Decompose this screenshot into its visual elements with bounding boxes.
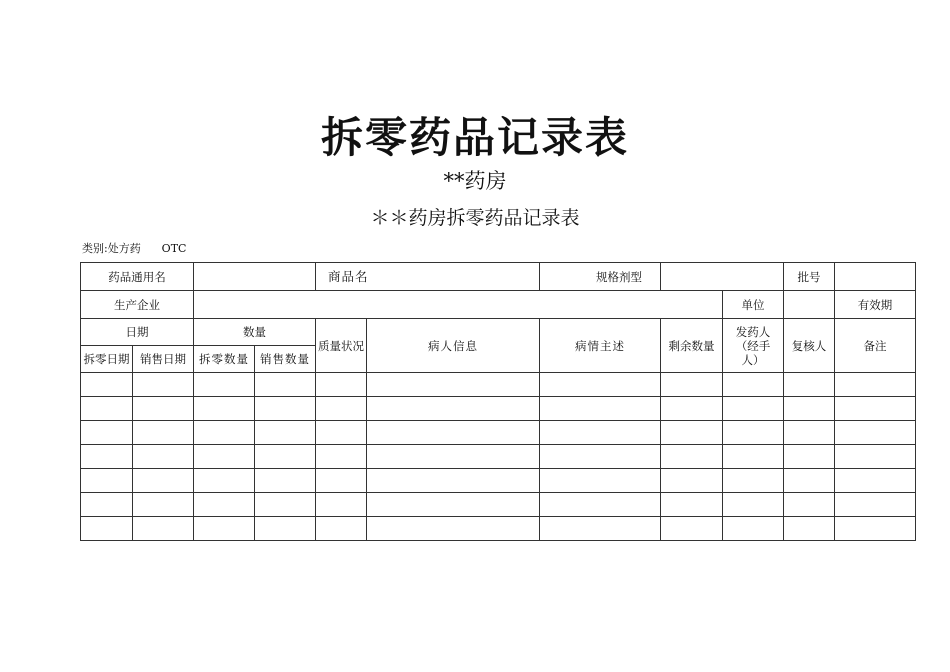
table-cell[interactable] — [316, 397, 367, 421]
generic-name-value[interactable] — [194, 263, 316, 291]
manufacturer-value[interactable] — [194, 291, 723, 319]
table-row — [81, 397, 916, 421]
sale-qty-header: 销售数量 — [255, 346, 316, 373]
patient-info-header: 病人信息 — [367, 319, 540, 373]
split-qty-header: 拆零数量 — [194, 346, 255, 373]
table-cell[interactable] — [133, 493, 194, 517]
remaining-header: 剩余数量 — [661, 319, 723, 373]
table-cell[interactable] — [194, 493, 255, 517]
reviewer-header: 复核人 — [784, 319, 835, 373]
table-cell[interactable] — [723, 469, 784, 493]
table-cell[interactable] — [723, 373, 784, 397]
table-cell[interactable] — [81, 493, 133, 517]
table-cell[interactable] — [661, 421, 723, 445]
table-cell[interactable] — [540, 445, 661, 469]
table-cell[interactable] — [255, 397, 316, 421]
table-cell[interactable] — [133, 469, 194, 493]
table-cell[interactable] — [255, 373, 316, 397]
table-row — [81, 421, 916, 445]
table-cell[interactable] — [81, 445, 133, 469]
table-cell[interactable] — [255, 493, 316, 517]
table-cell[interactable] — [540, 493, 661, 517]
batch-label: 批号 — [784, 263, 835, 291]
table-cell[interactable] — [723, 397, 784, 421]
table-cell[interactable] — [367, 397, 540, 421]
table-cell[interactable] — [835, 421, 916, 445]
table-cell[interactable] — [367, 493, 540, 517]
unit-label: 单位 — [723, 291, 784, 319]
table-cell[interactable] — [367, 517, 540, 541]
table-cell[interactable] — [316, 517, 367, 541]
table-cell[interactable] — [81, 421, 133, 445]
table-cell[interactable] — [133, 397, 194, 421]
table-cell[interactable] — [81, 469, 133, 493]
table-cell[interactable] — [540, 373, 661, 397]
table-cell[interactable] — [835, 397, 916, 421]
table-cell[interactable] — [835, 493, 916, 517]
table-cell[interactable] — [194, 445, 255, 469]
table-cell[interactable] — [661, 445, 723, 469]
table-cell[interactable] — [723, 493, 784, 517]
generic-name-label: 药品通用名 — [81, 263, 194, 291]
table-cell[interactable] — [367, 421, 540, 445]
table-cell[interactable] — [540, 517, 661, 541]
unit-value[interactable] — [784, 291, 835, 319]
table-cell[interactable] — [316, 373, 367, 397]
table-cell[interactable] — [661, 397, 723, 421]
table-cell[interactable] — [784, 421, 835, 445]
complaint-header: 病情主述 — [540, 319, 661, 373]
table-cell[interactable] — [367, 469, 540, 493]
table-row — [81, 517, 916, 541]
form-subtitle: ＊＊药房拆零药品记录表 — [370, 207, 580, 229]
table-cell[interactable] — [194, 517, 255, 541]
table-cell[interactable] — [784, 469, 835, 493]
quality-header: 质量状况 — [316, 319, 367, 373]
table-cell[interactable] — [81, 373, 133, 397]
table-cell[interactable] — [255, 517, 316, 541]
table-cell[interactable] — [784, 493, 835, 517]
drug-category: 类别:处方药 OTC — [82, 242, 187, 255]
table-cell[interactable] — [255, 469, 316, 493]
table-cell[interactable] — [81, 517, 133, 541]
table-cell[interactable] — [255, 421, 316, 445]
table-cell[interactable] — [784, 397, 835, 421]
table-cell[interactable] — [835, 517, 916, 541]
table-cell[interactable] — [723, 445, 784, 469]
table-cell[interactable] — [316, 493, 367, 517]
table-cell[interactable] — [835, 469, 916, 493]
table-cell[interactable] — [194, 469, 255, 493]
quantity-group-header: 数量 — [194, 319, 316, 346]
spec-label: 规格剂型 — [540, 263, 661, 291]
table-cell[interactable] — [784, 373, 835, 397]
table-cell[interactable] — [316, 421, 367, 445]
table-cell[interactable] — [194, 373, 255, 397]
table-cell[interactable] — [133, 421, 194, 445]
document-title: 拆零药品记录表 — [320, 113, 629, 162]
table-cell[interactable] — [133, 517, 194, 541]
table-cell[interactable] — [661, 469, 723, 493]
pharmacy-name: **药房 — [443, 169, 507, 193]
table-row — [81, 493, 916, 517]
split-date-header: 拆零日期 — [81, 346, 133, 373]
table-cell[interactable] — [835, 445, 916, 469]
dispenser-header: 发药人（经手人） — [723, 319, 784, 373]
table-cell[interactable] — [723, 421, 784, 445]
manufacturer-label: 生产企业 — [81, 291, 194, 319]
table-cell[interactable] — [367, 373, 540, 397]
batch-value[interactable] — [835, 263, 916, 291]
table-cell[interactable] — [784, 445, 835, 469]
table-cell[interactable] — [316, 445, 367, 469]
table-cell[interactable] — [255, 445, 316, 469]
table-cell[interactable] — [316, 469, 367, 493]
trade-name-label: 商品名 — [328, 268, 369, 284]
table-cell[interactable] — [540, 421, 661, 445]
table-cell[interactable] — [194, 421, 255, 445]
table-cell[interactable] — [540, 469, 661, 493]
table-cell[interactable] — [661, 373, 723, 397]
table-cell[interactable] — [723, 517, 784, 541]
table-cell[interactable] — [133, 445, 194, 469]
sale-date-header: 销售日期 — [133, 346, 194, 373]
table-row — [81, 373, 916, 397]
table-cell[interactable] — [784, 517, 835, 541]
table-cell[interactable] — [661, 517, 723, 541]
remarks-header: 备注 — [835, 319, 916, 373]
record-rows — [81, 373, 916, 541]
trade-name-cell — [316, 263, 540, 291]
table-cell[interactable] — [81, 397, 133, 421]
spec-value[interactable] — [661, 263, 784, 291]
table-cell[interactable] — [194, 397, 255, 421]
table-cell[interactable] — [661, 493, 723, 517]
expiry-label: 有效期 — [835, 291, 916, 319]
table-cell[interactable] — [367, 445, 540, 469]
record-table — [80, 262, 916, 541]
table-cell[interactable] — [835, 373, 916, 397]
date-group-header: 日期 — [81, 319, 194, 346]
table-cell[interactable] — [540, 397, 661, 421]
table-row — [81, 445, 916, 469]
table-cell[interactable] — [133, 373, 194, 397]
table-row — [81, 469, 916, 493]
